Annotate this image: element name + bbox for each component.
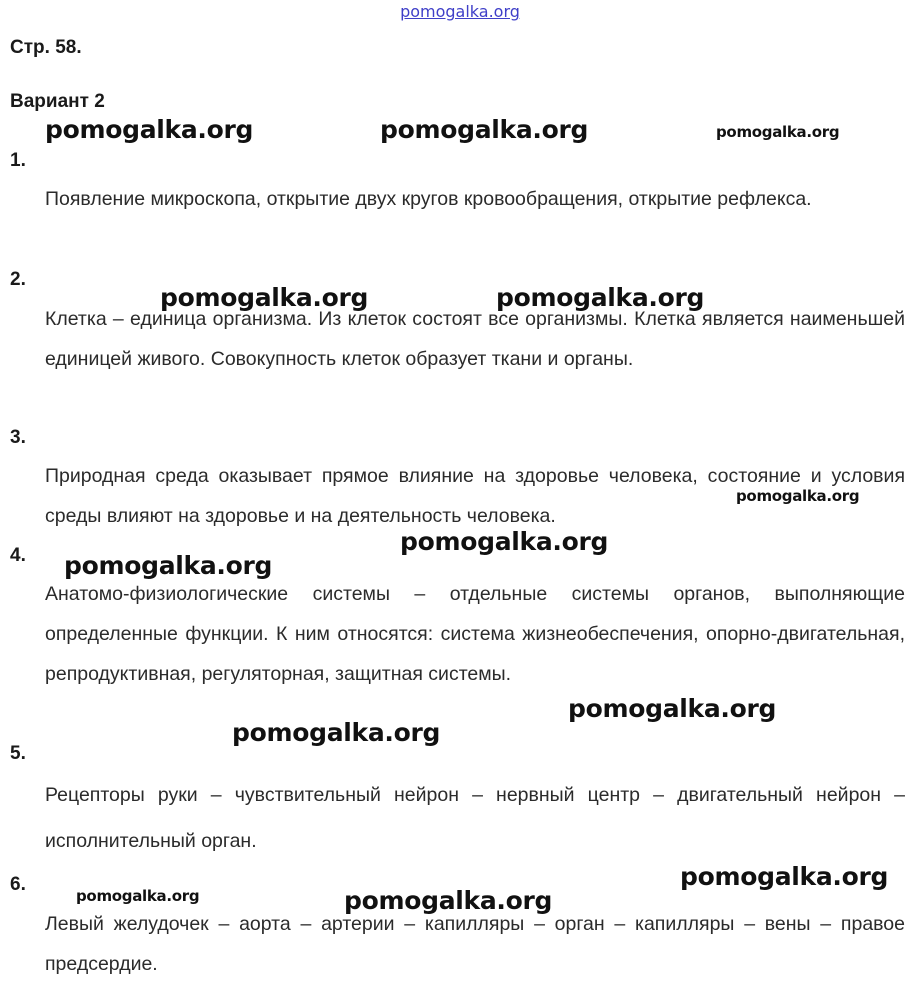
watermark: pomogalka.org (45, 115, 254, 144)
watermark: pomogalka.org (64, 551, 273, 580)
answer-text: Анатомо-физиологические системы – отдельные системы органов, выполняющие определенные функции. К ним относятся: система жизнеобеспечения, опорно-двигательная, репродуктивная, регуляторная, защитная системы. (45, 583, 905, 685)
answer-text: Рецепторы руки – чувствительный нейрон – нервный центр – двигательный нейрон – исполнительный орган. (45, 784, 905, 852)
watermark: pomogalka.org (496, 283, 705, 312)
watermark: pomogalka.org (160, 283, 369, 312)
answer-number: 6. (10, 874, 26, 895)
site-link[interactable]: pomogalka.org (400, 2, 520, 21)
watermark: pomogalka.org (232, 718, 441, 747)
answer-number: 1. (10, 150, 26, 171)
watermark: pomogalka.org (76, 887, 200, 905)
watermark: pomogalka.org (380, 115, 589, 144)
answer-number: 3. (10, 427, 26, 448)
answer-text: Клетка – единица организма. Из клеток состоят все организмы. Клетка является наименьшей единицей живого. Совокупность клеток образует ткани и органы. (45, 308, 905, 370)
watermark: pomogalka.org (736, 487, 860, 505)
answer-text: Появление микроскопа, открытие двух кругов кровообращения, открытие рефлекса. (45, 188, 812, 210)
watermark: pomogalka.org (400, 527, 609, 556)
answer-number: 2. (10, 269, 26, 290)
answer-text: Левый желудочек – аорта – артерии – капилляры – орган – капилляры – вены – правое предсердие. (45, 913, 905, 975)
watermark: pomogalka.org (680, 862, 889, 891)
answer-text: Природная среда оказывает прямое влияние на здоровье человека, состояние и условия среды влияют на здоровье и на деятельность человека. (45, 465, 905, 527)
watermark: pomogalka.org (344, 886, 553, 915)
answer-number: 4. (10, 545, 26, 566)
page-title: Стр. 58. (10, 37, 82, 58)
variant-heading: Вариант 2 (10, 91, 105, 112)
watermark: pomogalka.org (716, 123, 840, 141)
watermark: pomogalka.org (568, 694, 777, 723)
answer-number: 5. (10, 743, 26, 764)
